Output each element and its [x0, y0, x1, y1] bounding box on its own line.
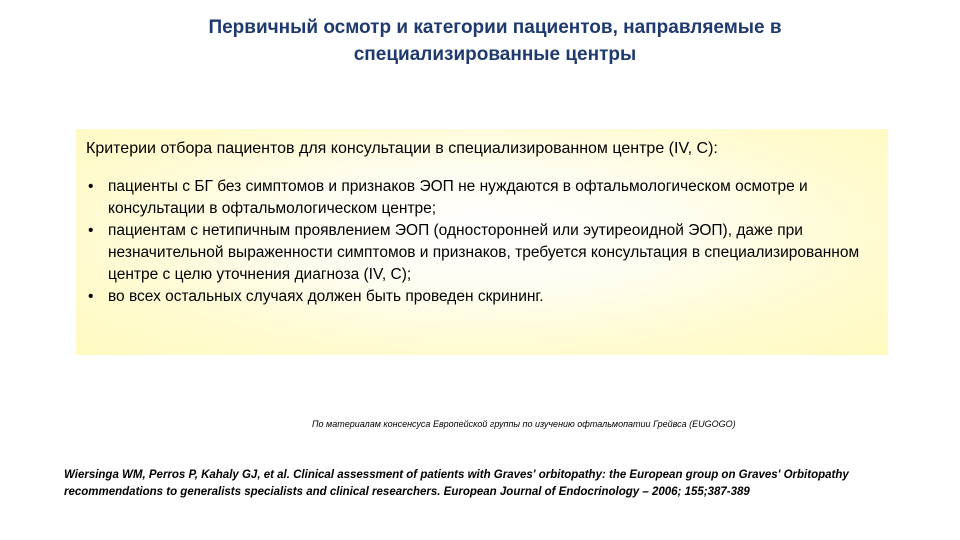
criteria-list — [86, 176, 878, 308]
bullet-icon: • — [88, 222, 94, 239]
criteria-item-text: пациентам с нетипичным проявлением ЭОП (односторонней или эутиреоидной ЭОП), даже при незначительной выраженности симптомов и признаков, требуется консультация в специализированном центре с целю уточнения диагноза (IV, C); — [108, 222, 860, 283]
criteria-item-text: пациенты с БГ без симптомов и признаков ЭОП не нуждаются в офтальмологическом осмотре и консультации в офтальмологическом центре; — [108, 178, 808, 217]
source-note: По материалам консенсуса Европейской группы по изучению офтальмопатии Грейвса (EUGOGO) — [312, 419, 736, 429]
citation-reference — [64, 467, 924, 501]
criteria-heading: Критерии отбора пациентов для консультации в специализированном центре (IV, C): — [86, 140, 718, 157]
criteria-item — [86, 176, 878, 220]
slide-title — [150, 14, 840, 68]
slide-title-line-1: Первичный осмотр и категории пациентов, направляемые в — [208, 17, 782, 38]
bullet-icon: • — [88, 178, 94, 195]
criteria-item — [86, 220, 878, 286]
slide-title-line-2: специализированные центры — [353, 44, 637, 65]
citation-line-1: Wiersinga WM, Perros P, Kahaly GJ, et al. Clinical assessment of patients with Graves' orbitopathy: the European group on Graves' Orbitopathy — [64, 469, 849, 481]
criteria-box — [76, 129, 888, 355]
citation-line-2: recommendations to generalists specialists and clinical researchers. European Journal of Endocrinology – 2006; 155;387-389 — [64, 486, 750, 498]
criteria-item-text: во всех остальных случаях должен быть проведен скрининг. — [108, 288, 544, 305]
bullet-icon: • — [88, 288, 94, 305]
criteria-item — [86, 286, 878, 308]
